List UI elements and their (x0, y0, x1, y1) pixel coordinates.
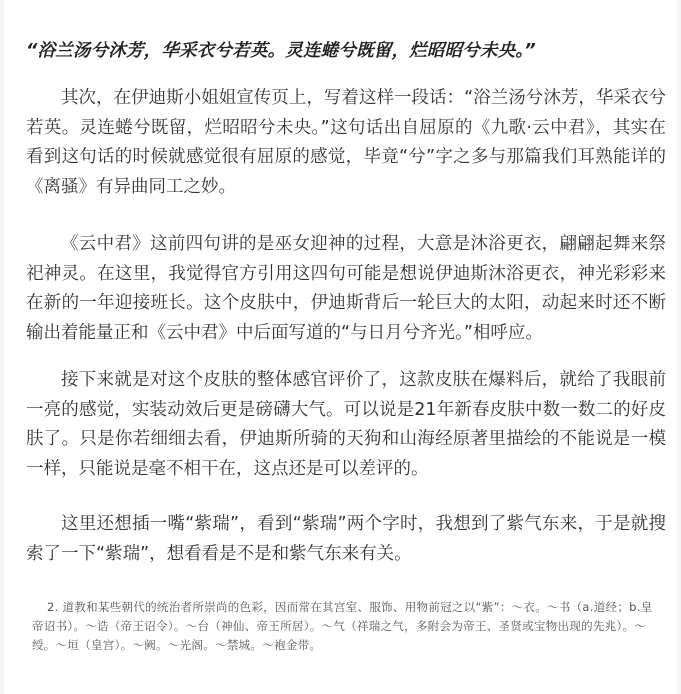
paragraph-skin-evaluation: 接下来就是对这个皮肤的整体感官评价了，这款皮肤在爆料后，就给了我眼前一亮的感觉，实装动效后更是磅礴大气。可以说是21年新春皮肤中数一数二的好皮肤了。只是你若细细去看，伊迪斯所骑的天狗和山海经原著里描绘的不能说是一模一样，只能说是毫不相干在，这点还是可以差评的。 (26, 370, 666, 479)
article-page (4, 0, 677, 694)
dictionary-definition-text: 2. 道教和某些朝代的统治者所崇尚的色彩，因而常在其宫室、服饰、用物前冠之以“紫”：～衣。～书（a.道经；b.皇帝诏书）。～诰（帝王诏令）。～台（神仙、帝王所居）。～气（祥瑞之气，多附会为帝王、圣贤或宝物出现的先兆）。～绶。～垣（皇宫）。～阙。～光阁。～禁城。～袍金带。 (32, 600, 653, 652)
paragraph-yunzhongjun-meaning: 《云中君》这前四句讲的是巫女迎神的过程，大意是沐浴更衣，翩翩起舞来祭祀神灵。在这里，我觉得官方引用这四句可能是想说伊迪斯沐浴更衣，神光彩彩来在新的一年迎接班长。这个皮肤中，伊迪斯背后一轮巨大的太阳，动起来时还不断输出着能量正和《云中君》中后面写道的“与日月兮齐光。”相呼应。 (26, 234, 666, 343)
dictionary-screenshot-image (26, 592, 666, 688)
quote-heading: “浴兰汤兮沐芳，华采衣兮若英。灵连蜷兮既留，烂昭昭兮未央。” (26, 41, 536, 61)
paragraph-source-of-quote: 其次，在伊迪斯小姐姐宣传页上，写着这样一段话：“浴兰汤兮沐芳，华采衣兮若英。灵连蜷兮既留，烂昭昭兮未央。”这句话出自屈原的《九歌·云中君》，其实在看到这句话的时候就感觉很有屈原的感觉，毕竟“兮”字之多与那篇我们耳熟能详的《离骚》有异曲同工之妙。 (26, 88, 666, 197)
paragraph-zirui-search: 这里还想插一嘴“紫瑞”，看到“紫瑞”两个字时，我想到了紫气东来，于是就搜索了一下“紫瑞”，想看看是不是和紫气东来有关。 (26, 514, 666, 564)
